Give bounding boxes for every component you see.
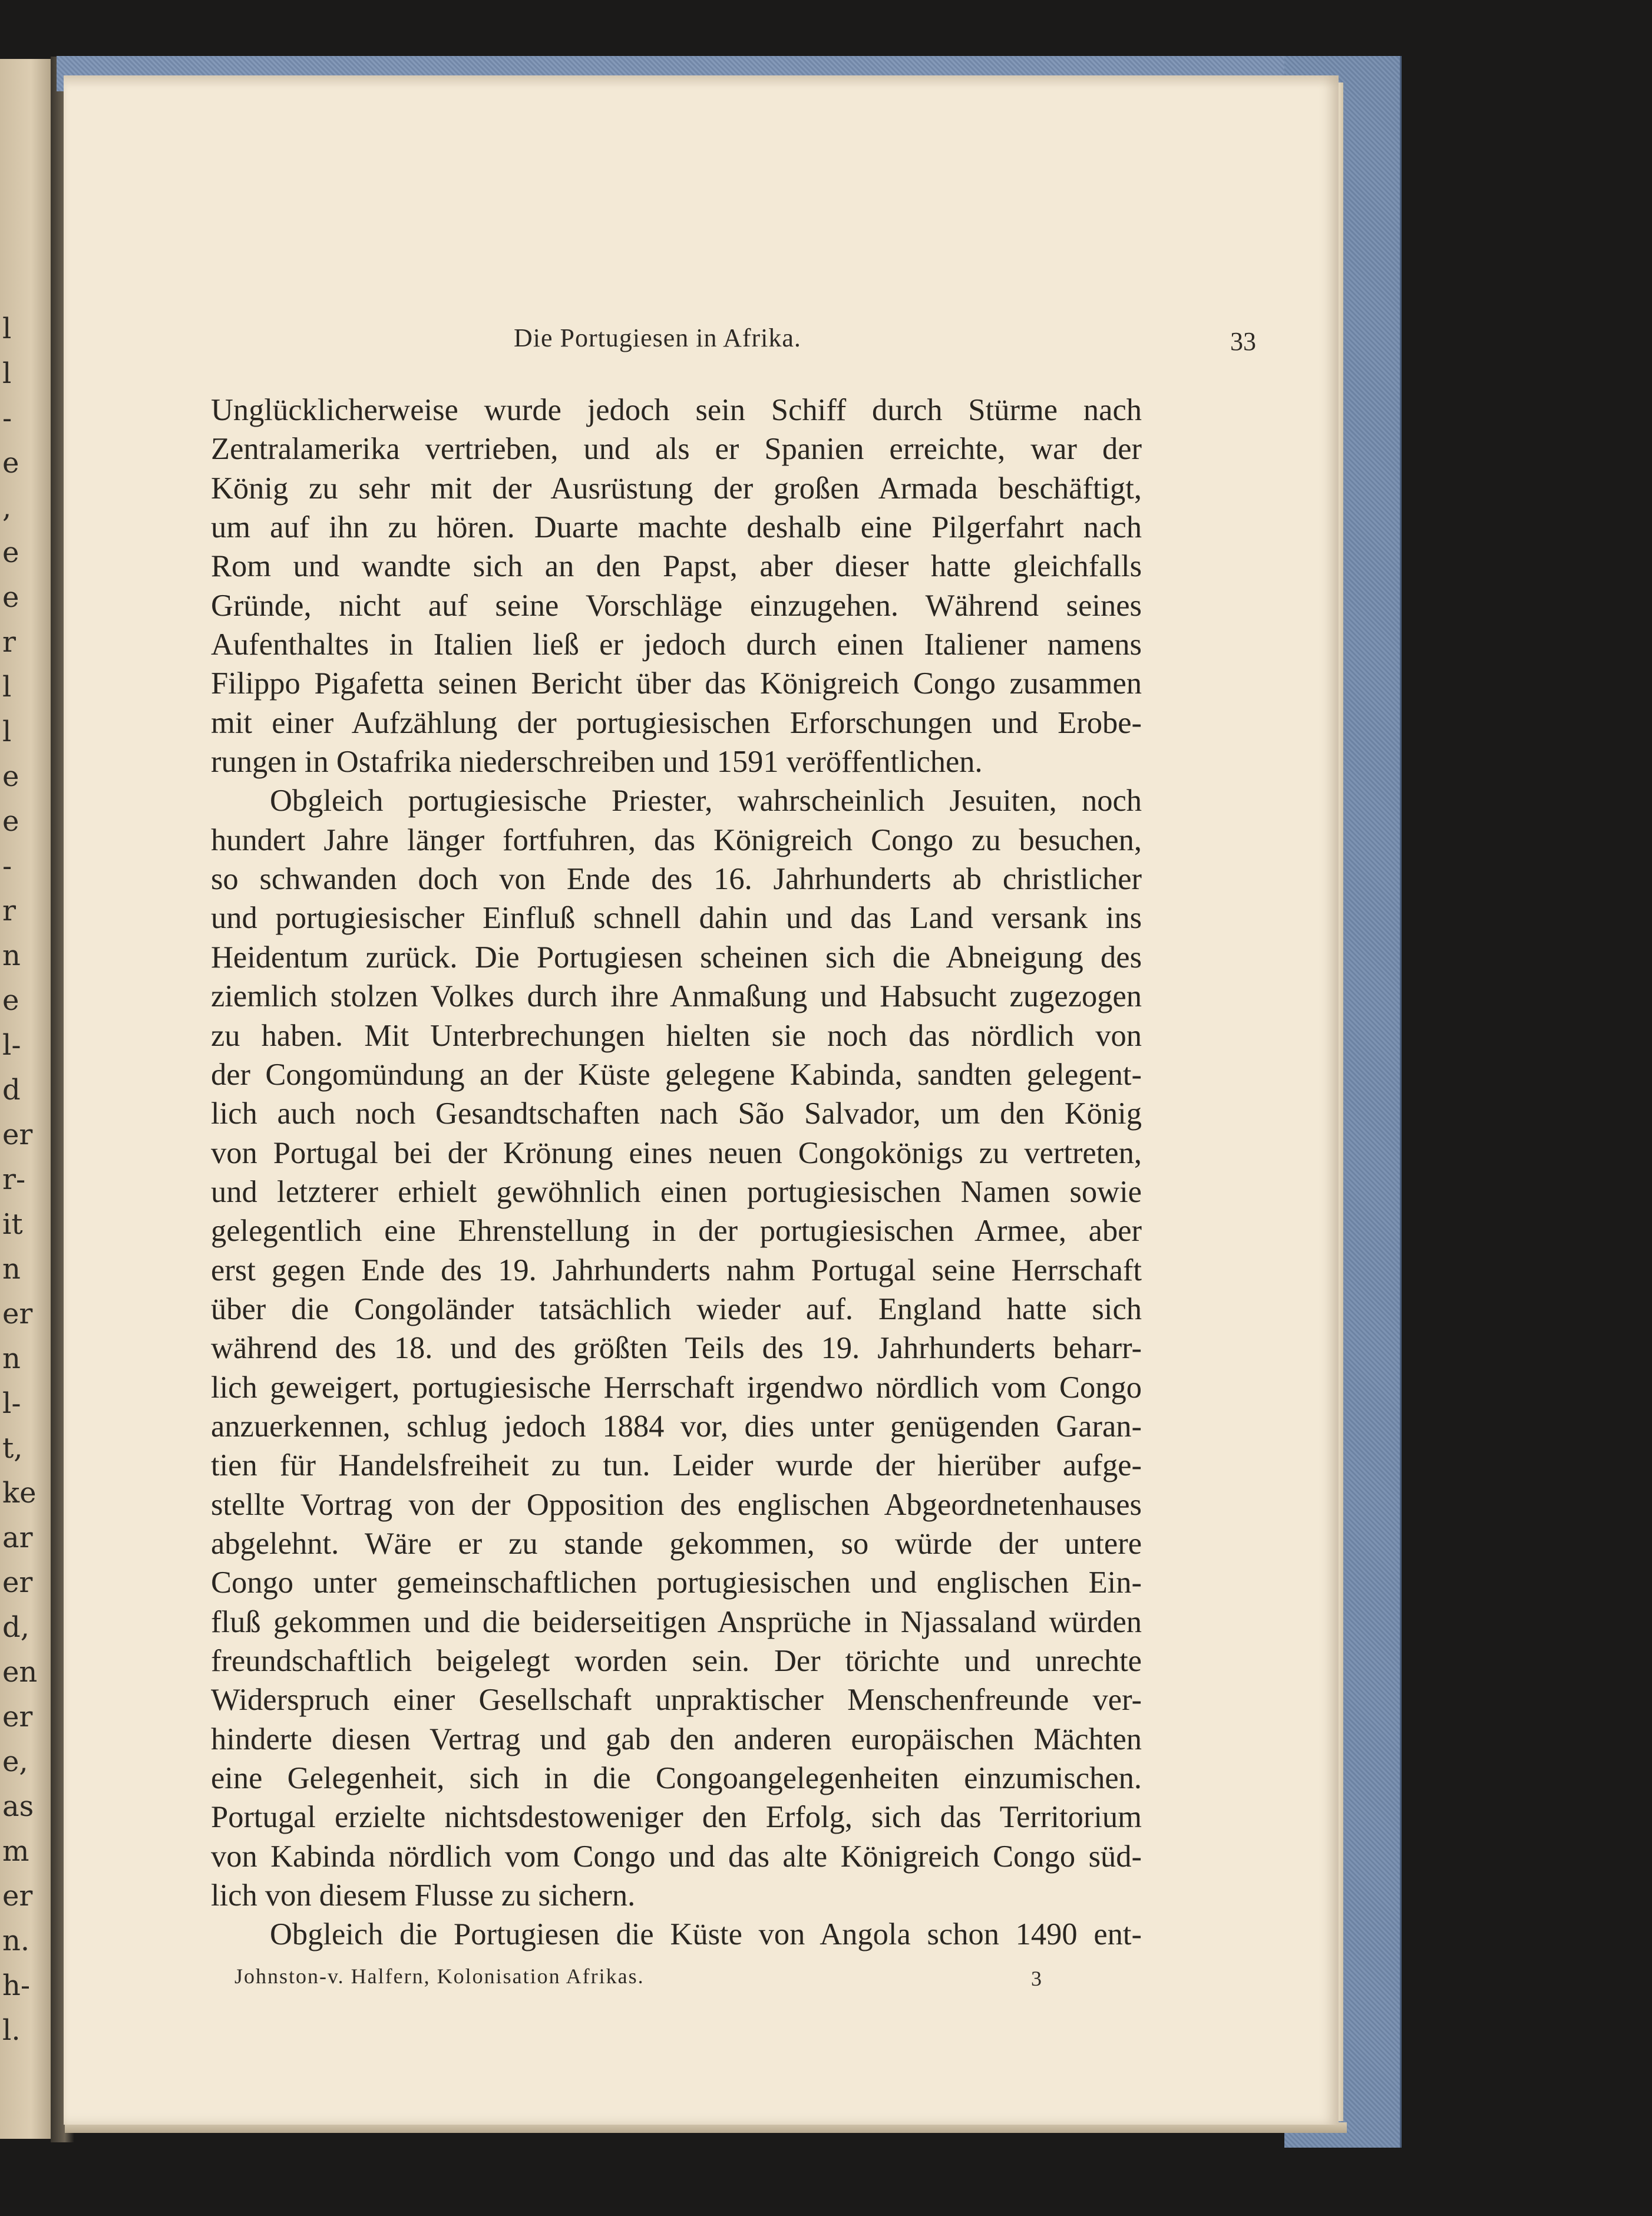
previous-page-fragment: d xyxy=(2,1074,21,1107)
previous-page-fragment: l- xyxy=(2,1387,21,1420)
text-line: Widerspruch einer Gesellschaft unpraktischer Menschenfreunde ver- xyxy=(211,1683,1142,1718)
previous-page-edge xyxy=(0,59,57,2139)
previous-page-fragment: l xyxy=(2,312,12,345)
previous-page-fragment: er xyxy=(2,1118,33,1151)
text-line: stellte Vortrag von der Opposition des englischen Abgeordnetenhauses xyxy=(211,1487,1142,1522)
previous-page-fragment: r xyxy=(2,894,16,927)
text-line: hinderte diesen Vertrag und gab den anderen europäischen Mächten xyxy=(211,1722,1142,1756)
previous-page-fragment: h- xyxy=(2,1969,31,2002)
previous-page-fragment: l xyxy=(2,715,12,748)
text-line: lich auch noch Gesandtschaften nach São Salvador, um den König xyxy=(211,1097,1142,1131)
previous-page-fragment: l xyxy=(2,357,12,390)
previous-page-fragment: t, xyxy=(2,1432,23,1465)
previous-page-fragment: e xyxy=(2,536,19,569)
text-line: hundert Jahre länger fortfuhren, das Königreich Congo zu besuchen, xyxy=(211,823,1142,857)
text-line: Rom und wandte sich an den Papst, aber dieser hatte gleichfalls xyxy=(211,549,1142,584)
book-page xyxy=(64,75,1339,2125)
previous-page-fragment: e xyxy=(2,581,19,614)
previous-page-fragment: er xyxy=(2,1700,33,1733)
text-line: abgelehnt. Wäre er zu stande gekommen, so würde der untere xyxy=(211,1526,1142,1561)
previous-page-fragment: r xyxy=(2,626,16,659)
previous-page-fragment: ke xyxy=(2,1477,37,1510)
text-line: anzuerkennen, schlug jedoch 1884 vor, dies unter genügenden Garan- xyxy=(211,1409,1142,1444)
text-line: lich geweigert, portugiesische Herrschaft irgendwo nördlich vom Congo xyxy=(211,1370,1142,1405)
previous-page-fragment: n xyxy=(2,1342,21,1375)
previous-page-fragment: er xyxy=(2,1297,33,1330)
previous-page-fragment: n. xyxy=(2,1924,30,1957)
body-text xyxy=(211,391,1142,1954)
text-line: Congo unter gemeinschaftlichen portugiesischen und englischen Ein- xyxy=(211,1566,1142,1600)
previous-page-fragment: - xyxy=(2,402,12,435)
text-line: und letzterer erhielt gewöhnlich einen portugiesischen Namen sowie xyxy=(211,1174,1142,1209)
previous-page-fragment: e xyxy=(2,447,19,480)
previous-page-fragment: d, xyxy=(2,1611,29,1644)
previous-page-fragment: it xyxy=(2,1208,23,1241)
previous-page-fragment: ar xyxy=(2,1521,33,1554)
text-line: über die Congoländer tatsächlich wieder auf. England hatte sich xyxy=(211,1292,1142,1326)
text-line: eine Gelegenheit, sich in die Congoangelegenheiten einzumischen. xyxy=(211,1761,1142,1796)
text-line: Unglücklicherweise wurde jedoch sein Schiff durch Stürme nach xyxy=(211,393,1142,427)
text-line: von Portugal bei der Krönung eines neuen Congokönigs zu vertreten, xyxy=(211,1135,1142,1170)
text-line: Obgleich portugiesische Priester, wahrscheinlich Jesuiten, noch xyxy=(270,784,1142,818)
previous-page-fragment: er xyxy=(2,1880,33,1913)
text-line: ziemlich stolzen Volkes durch ihre Anmaßung und Habsucht zugezogen xyxy=(211,979,1142,1014)
previous-page-fragment: r- xyxy=(2,1163,26,1196)
text-line: während des 18. und des größten Teils des 19. Jahrhunderts beharr- xyxy=(211,1331,1142,1366)
previous-page-fragment: l- xyxy=(2,1029,21,1062)
text-line: und portugiesischer Einfluß schnell dahin und das Land versank ins xyxy=(211,901,1142,936)
page-footer xyxy=(234,1964,1118,1993)
previous-page-fragment: as xyxy=(2,1790,34,1823)
previous-page-text-fragments xyxy=(0,59,57,2139)
previous-page-fragment: en xyxy=(2,1656,38,1689)
footer-signature: Johnston-v. Halfern, Kolonisation Afrikas. xyxy=(234,1964,645,1988)
previous-page-fragment: e, xyxy=(2,1745,28,1778)
text-line: gelegentlich eine Ehrenstellung in der portugiesischen Armee, aber xyxy=(211,1214,1142,1249)
text-line: Filippo Pigafetta seinen Bericht über das Königreich Congo zusammen xyxy=(211,666,1142,701)
text-line: Aufenthaltes in Italien ließ er jedoch durch einen Italiener namens xyxy=(211,628,1142,662)
text-line: erst gegen Ende des 19. Jahrhunderts nahm Portugal seine Herrschaft xyxy=(211,1253,1142,1287)
text-line: Heidentum zurück. Die Portugiesen scheinen sich die Abneigung des xyxy=(211,940,1142,975)
text-line: Portugal erzielte nichtsdestoweniger den Erfolg, sich das Territorium xyxy=(211,1800,1142,1835)
text-line: König zu sehr mit der Ausrüstung der großen Armada beschäftigt, xyxy=(211,471,1142,506)
previous-page-fragment: n xyxy=(2,1253,21,1286)
text-line: Zentralamerika vertrieben, und als er Spanien erreichte, war der xyxy=(211,432,1142,467)
running-head: Die Portugiesen in Afrika. xyxy=(514,323,801,352)
text-line: um auf ihn zu hören. Duarte machte deshalb eine Pilgerfahrt nach xyxy=(211,510,1142,545)
text-line: von Kabinda nördlich vom Congo und das alte Königreich Congo süd- xyxy=(211,1839,1142,1874)
page-header xyxy=(152,323,1260,358)
text-line: freundschaftlich beigelegt worden sein. Der törichte und unrechte xyxy=(211,1644,1142,1678)
text-line: Obgleich die Portugiesen die Küste von Angola schon 1490 ent- xyxy=(270,1917,1142,1952)
previous-page-fragment: n xyxy=(2,939,21,972)
previous-page-fragment: l xyxy=(2,671,12,704)
text-line: so schwanden doch von Ende des 16. Jahrhunderts ab christlicher xyxy=(211,862,1142,897)
text-line: mit einer Aufzählung der portugiesischen Erforschungen und Erobe- xyxy=(211,705,1142,740)
footer-signature-number: 3 xyxy=(1031,1967,1042,1990)
text-line: tien für Handelsfreiheit zu tun. Leider wurde der hierüber aufge- xyxy=(211,1448,1142,1483)
text-line: der Congomündung an der Küste gelegene Kabinda, sandten gelegent- xyxy=(211,1057,1142,1092)
text-line: rungen in Ostafrika niederschreiben und 1591 veröffentlichen. xyxy=(211,745,983,780)
previous-page-fragment: , xyxy=(2,491,12,524)
page-number: 33 xyxy=(1230,327,1256,356)
text-line: lich von diesem Flusse zu sichern. xyxy=(211,1878,636,1913)
text-line: zu haben. Mit Unterbrechungen hielten sie noch das nördlich von xyxy=(211,1018,1142,1053)
previous-page-fragment: e xyxy=(2,805,19,838)
text-line: Gründe, nicht auf seine Vorschläge einzugehen. Während seines xyxy=(211,588,1142,623)
previous-page-fragment: l. xyxy=(2,2014,21,2047)
previous-page-fragment: e xyxy=(2,984,19,1017)
previous-page-fragment: er xyxy=(2,1566,33,1599)
text-line: fluß gekommen und die beiderseitigen Ansprüche in Njassaland würden xyxy=(211,1604,1142,1639)
previous-page-fragment: - xyxy=(2,850,12,883)
previous-page-fragment: m xyxy=(2,1835,29,1868)
previous-page-fragment: e xyxy=(2,760,19,793)
